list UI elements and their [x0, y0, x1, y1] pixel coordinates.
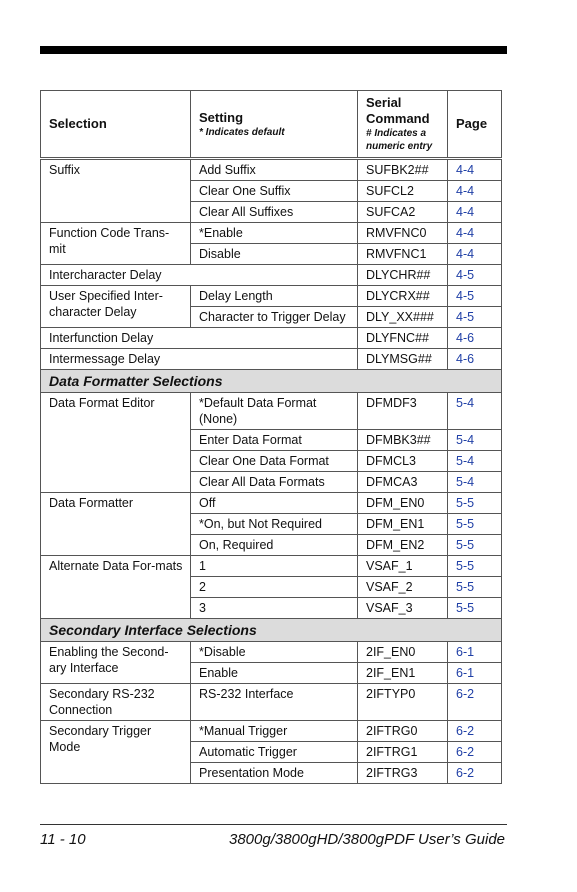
command-cell: DFMCL3: [358, 451, 448, 472]
guide-title: 3800g/3800gHD/3800gPDF User’s Guide: [228, 831, 505, 848]
command-cell: RMVFNC1: [358, 244, 448, 265]
setting-cell: Off: [191, 493, 358, 514]
command-cell: DFM_EN1: [358, 514, 448, 535]
setting-cell: *Disable: [191, 642, 358, 663]
command-cell: DFM_EN0: [358, 493, 448, 514]
page-link[interactable]: 4-4: [448, 223, 502, 244]
page-link[interactable]: 5-5: [448, 514, 502, 535]
setting-cell: Character to Trigger Delay: [191, 307, 358, 328]
command-cell: RMVFNC0: [358, 223, 448, 244]
selection-cell: Suffix: [41, 159, 191, 223]
table-row: [41, 556, 502, 577]
command-cell: DFMDF3: [358, 393, 448, 430]
top-rule: [40, 46, 507, 54]
setting-cell: RS-232 Interface: [191, 684, 358, 721]
table-row: [41, 265, 502, 286]
page-link[interactable]: 4-5: [448, 265, 502, 286]
selection-cell: Intermessage Delay: [41, 349, 358, 370]
page-link[interactable]: 4-4: [448, 181, 502, 202]
page-number: 11 - 10: [40, 831, 86, 848]
table-row: [41, 349, 502, 370]
selection-cell: Alternate Data For-mats: [41, 556, 191, 619]
page-link[interactable]: 5-4: [448, 393, 502, 430]
page-link[interactable]: 6-2: [448, 742, 502, 763]
page-link[interactable]: 6-2: [448, 721, 502, 742]
selection-cell: Enabling the Second-ary Interface: [41, 642, 191, 684]
setting-cell: *On, but Not Required: [191, 514, 358, 535]
command-cell: 2IFTRG0: [358, 721, 448, 742]
setting-cell: 1: [191, 556, 358, 577]
page-link[interactable]: 5-4: [448, 472, 502, 493]
page-link[interactable]: 5-5: [448, 535, 502, 556]
footer-rule: [40, 824, 507, 825]
selection-cell: User Specified Inter-character Delay: [41, 286, 191, 328]
section-header-data-formatter: [41, 370, 502, 393]
setting-cell: Delay Length: [191, 286, 358, 307]
selection-cell: Data Formatter: [41, 493, 191, 556]
selection-cell: Secondary RS-232 Connection: [41, 684, 191, 721]
table-row: [41, 223, 502, 244]
table-row: [41, 286, 502, 307]
page-link[interactable]: 4-6: [448, 349, 502, 370]
page-link[interactable]: 4-4: [448, 202, 502, 223]
header-page: Page: [448, 91, 502, 159]
command-cell: DLYCHR##: [358, 265, 448, 286]
setting-cell: *Default Data Format (None): [191, 393, 358, 430]
command-cell: DLYMSG##: [358, 349, 448, 370]
selection-cell: Secondary Trigger Mode: [41, 721, 191, 784]
page-link[interactable]: 5-5: [448, 556, 502, 577]
table-row: [41, 493, 502, 514]
command-cell: 2IFTYP0: [358, 684, 448, 721]
page-link[interactable]: 5-4: [448, 430, 502, 451]
setting-cell: Automatic Trigger: [191, 742, 358, 763]
setting-cell: Add Suffix: [191, 159, 358, 181]
setting-cell: 2: [191, 577, 358, 598]
command-cell: 2IF_EN1: [358, 663, 448, 684]
selection-cell: Function Code Trans-mit: [41, 223, 191, 265]
selection-cell: Intercharacter Delay: [41, 265, 358, 286]
section-header-secondary-interface: [41, 619, 502, 642]
page-link[interactable]: 5-5: [448, 598, 502, 619]
page-link[interactable]: 5-4: [448, 451, 502, 472]
table-row: [41, 393, 502, 430]
setting-cell: 3: [191, 598, 358, 619]
command-cell: 2IF_EN0: [358, 642, 448, 663]
setting-cell: Enable: [191, 663, 358, 684]
setting-cell: Presentation Mode: [191, 763, 358, 784]
section-title: Data Formatter Selections: [41, 370, 502, 393]
command-cell: VSAF_3: [358, 598, 448, 619]
table-header-row: [41, 91, 502, 159]
page-link[interactable]: 4-4: [448, 244, 502, 265]
page-link[interactable]: 4-4: [448, 159, 502, 181]
page-link[interactable]: 5-5: [448, 577, 502, 598]
table-row: [41, 159, 502, 181]
command-cell: 2IFTRG1: [358, 742, 448, 763]
setting-cell: *Manual Trigger: [191, 721, 358, 742]
serial-command-table: [40, 90, 502, 784]
command-cell: SUFBK2##: [358, 159, 448, 181]
command-cell: SUFCL2: [358, 181, 448, 202]
header-serial-command: Serial Command # Indicates a numeric entry: [358, 91, 448, 159]
page-link[interactable]: 4-6: [448, 328, 502, 349]
setting-cell: Clear One Data Format: [191, 451, 358, 472]
table-row: [41, 642, 502, 663]
command-cell: DLYCRX##: [358, 286, 448, 307]
setting-cell: Disable: [191, 244, 358, 265]
header-setting: Setting * Indicates default: [191, 91, 358, 159]
setting-cell: *Enable: [191, 223, 358, 244]
selection-cell: Interfunction Delay: [41, 328, 358, 349]
page-link[interactable]: 5-5: [448, 493, 502, 514]
command-cell: DLYFNC##: [358, 328, 448, 349]
table-row: [41, 684, 502, 721]
page-link[interactable]: 4-5: [448, 286, 502, 307]
setting-cell: Clear All Data Formats: [191, 472, 358, 493]
table-row: [41, 328, 502, 349]
page-link[interactable]: 6-1: [448, 663, 502, 684]
page-link[interactable]: 6-1: [448, 642, 502, 663]
command-cell: DFMCA3: [358, 472, 448, 493]
command-cell: VSAF_1: [358, 556, 448, 577]
header-selection: Selection: [41, 91, 191, 159]
setting-cell: Enter Data Format: [191, 430, 358, 451]
selection-cell: Data Format Editor: [41, 393, 191, 493]
setting-cell: Clear All Suffixes: [191, 202, 358, 223]
command-cell: VSAF_2: [358, 577, 448, 598]
command-cell: DFMBK3##: [358, 430, 448, 451]
setting-cell: On, Required: [191, 535, 358, 556]
command-cell: DFM_EN2: [358, 535, 448, 556]
page-link[interactable]: 6-2: [448, 684, 502, 721]
setting-cell: Clear One Suffix: [191, 181, 358, 202]
command-cell: DLY_XX###: [358, 307, 448, 328]
command-cell: 2IFTRG3: [358, 763, 448, 784]
command-cell: SUFCA2: [358, 202, 448, 223]
page-link[interactable]: 4-5: [448, 307, 502, 328]
page-link[interactable]: 6-2: [448, 763, 502, 784]
table-row: [41, 721, 502, 742]
section-title: Secondary Interface Selections: [41, 619, 502, 642]
